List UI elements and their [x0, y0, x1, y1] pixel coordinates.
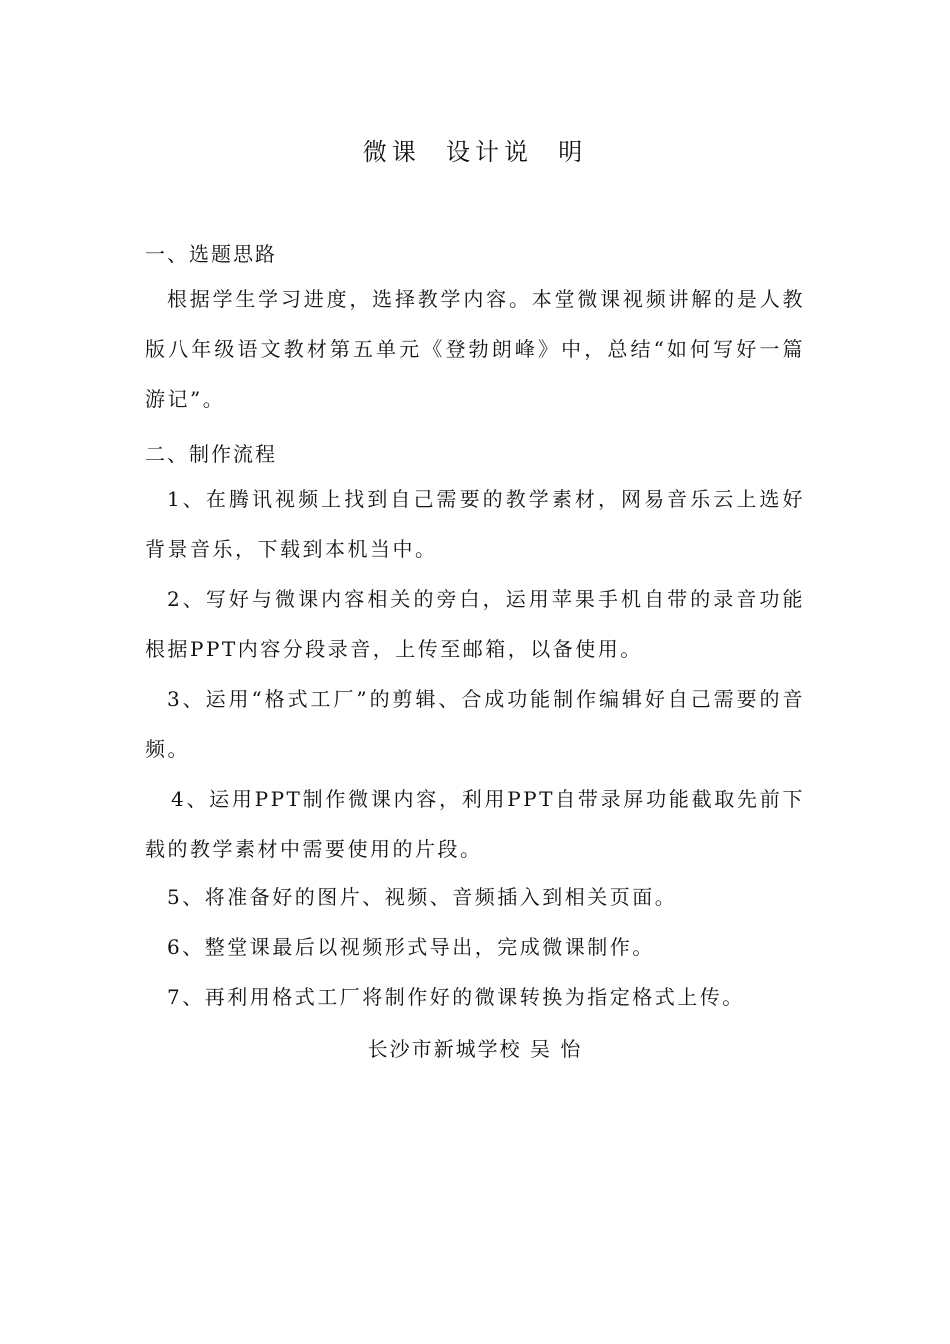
section-heading-topic: 一、选题思路: [145, 242, 277, 266]
process-step-1: 1、在腾讯视频上找到自己需要的教学素材，网易音乐云上选好背景音乐，下载到本机当中。: [145, 487, 805, 561]
process-step-4: 4、运用PPT制作微课内容，利用PPT自带录屏功能截取先前下载的教学素材中需要使用的片段。: [145, 787, 805, 861]
topic-paragraph: 根据学生学习进度，选择教学内容。本堂微课视频讲解的是人教版八年级语文教材第五单元《登勃朗峰》中，总结“如何写好一篇游记”。: [145, 287, 805, 411]
process-step-2: 2、写好与微课内容相关的旁白，运用苹果手机自带的录音功能根据PPT内容分段录音，上传至邮箱，以备使用。: [145, 587, 805, 661]
author-signature: 长沙市新城学校 吴 怡: [367, 1037, 583, 1061]
process-step-5: 5、将准备好的图片、视频、音频插入到相关页面。: [167, 885, 678, 909]
process-step-7: 7、再利用格式工厂将制作好的微课转换为指定格式上传。: [167, 985, 745, 1009]
process-step-6: 6、整堂课最后以视频形式导出，完成微课制作。: [167, 935, 655, 959]
document-title: 微课 设计说 明: [362, 138, 588, 166]
section-heading-process: 二、制作流程: [145, 442, 277, 466]
process-step-3: 3、运用“格式工厂”的剪辑、合成功能制作编辑好自己需要的音频。: [145, 687, 805, 761]
